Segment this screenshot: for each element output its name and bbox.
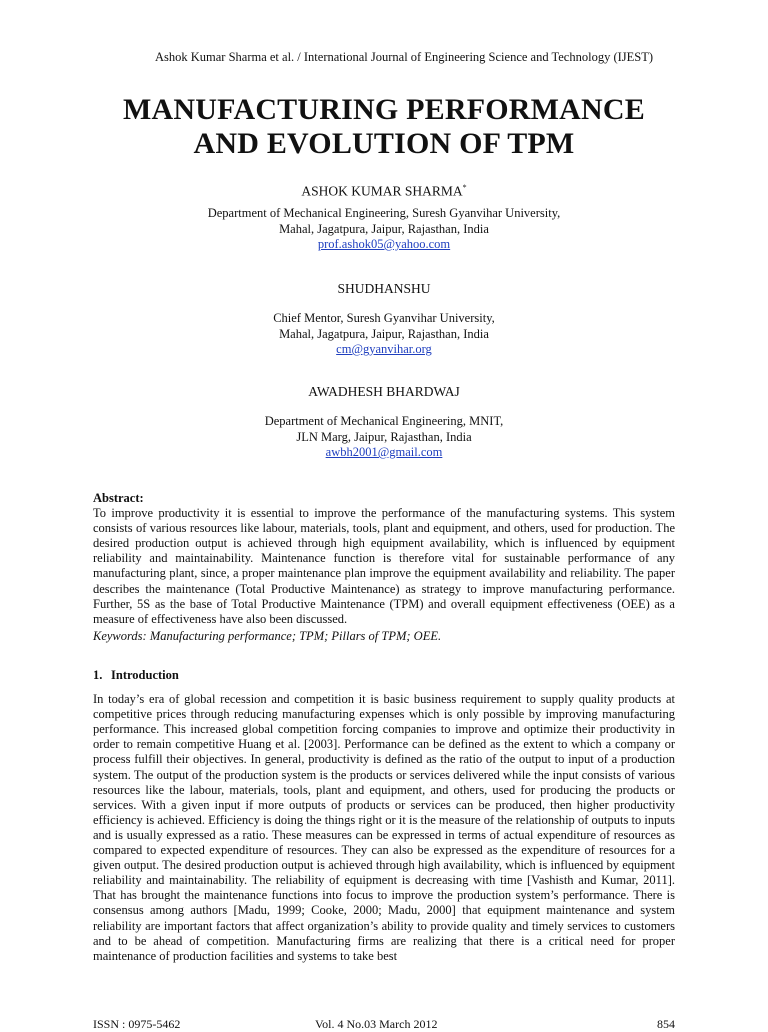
author-name: SHUDHANSHU [337,280,431,296]
title-line-1: MANUFACTURING PERFORMANCE [123,93,645,126]
abstract-heading: Abstract: [93,491,144,505]
author-name: ASHOK KUMAR SHARMA* [301,183,467,199]
author-block [0,384,768,461]
author-name: AWADHESH BHARDWAJ [308,383,460,399]
footer-volume: Vol. 4 No.03 March 2012 [315,1017,438,1031]
affiliation-line: Department of Mechanical Engineering, Suresh Gyanvihar University, [207,206,561,220]
affiliation-line: JLN Marg, Jaipur, Rajasthan, India [296,429,472,444]
author-block [0,281,768,358]
affiliation-line: Chief Mentor, Suresh Gyanvihar University, [273,311,495,325]
section-title: Introduction [111,668,179,682]
footer-page-number: 854 [657,1017,675,1031]
affiliation-line: Mahal, Jagatpura, Jaipur, Rajasthan, India [279,221,489,236]
paper-title [0,93,768,161]
author-email-link[interactable]: cm@gyanvihar.org [336,342,432,356]
author-block [0,180,768,253]
title-line-2: AND EVOLUTION OF TPM [193,127,575,160]
abstract-section [93,491,675,644]
author-email-link[interactable]: prof.ashok05@yahoo.com [317,237,451,251]
author-email-link[interactable]: awbh2001@gmail.com [325,445,443,459]
affiliation-line: Mahal, Jagatpura, Jaipur, Rajasthan, India [279,326,489,341]
page-footer [93,1017,675,1031]
section-heading [93,668,675,683]
abstract-body: To improve productivity it is essential to improve the performance of the manufacturing systems. This system consists of various resources like labour, materials, tools, plant and equipment, and others, used for production. The desired production output is achieved through high equipment availability, which is influenced by equipment reliability and maintainability. Maintenance function is therefore vital for sustainable performance of any manufacturing plant, since, a proper maintenance plan improve the equipment availability and reliability. The paper describes the maintenance (Total Productive Maintenance) as strategy to improve manufacturing performance. Further, 5S as the base of Total Productive Maintenance (TPM) and overall equipment effectiveness (OEE) as a measure of effectiveness have also been discussed. [93,506,675,626]
introduction-section [93,668,675,964]
affiliation-line: Department of Mechanical Engineering, MNIT, [264,414,504,428]
corresponding-mark: * [462,183,467,192]
introduction-body: In today’s era of global recession and competition it is basic business requirement to supply quality products at competitive prices through reducing manufacturing expenses which is only possible by improving manufacturing performance. This increased global competition forcing companies to improve and optimize their productivity in order to remain competitive Huang et al. [2003]. Performance can be defined as the extent to which a company or process fulfill their objectives. In general, productivity is defined as the ratio of the output to input of a production system. The output of the production system is the products or services delivered while the input consists of various resources like the labour, materials, tools, plant and equipment, and others, used for producing the products or services. With a given input if more outputs of products or services can be produced, then higher productivity efficiency is achieved. Efficiency is doing the things right or it is the measure of the relationship of outputs to inputs and is usually expressed as a ratio. These measures can be expressed in terms of actual expenditure of resources as compared to expected expenditure of resources. They can also be expressed as the expenditure of resources for a given output. The desired production output is achieved through high availability, which is influenced by equipment reliability and maintainability. The reliability of equipment is decreasing with time [Vashisth and Kumar, 2011]. That has brought the maintenance functions into focus to improve the production system’s performance. There is consensus among authors [Madu, 1999; Cooke, 2000; Madu, 2000] that equipment maintenance and system reliability are important factors that affect organization’s ability to provide quality and timely services to customers and to be ahead of competition. Manufacturing firms are realizing that there is a critical need for proper maintenance of production facilities and systems to take best [93,692,675,963]
section-number: 1. [93,668,103,682]
author-list [0,180,768,461]
footer-issn: ISSN : 0975-5462 [93,1017,181,1031]
running-head: Ashok Kumar Sharma et al. / International Journal of Engineering Science and Technology (IJEST) [154,50,654,64]
keywords: Keywords: Manufacturing performance; TPM; Pillars of TPM; OEE. [93,628,442,643]
